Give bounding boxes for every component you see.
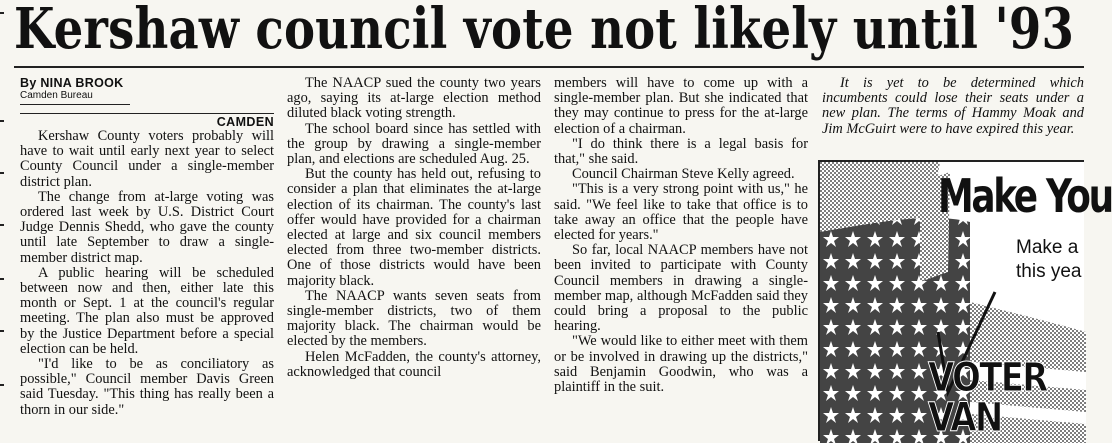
paragraph: Helen McFadden, the county's attorney, acknowledged that council xyxy=(287,348,541,380)
column-1 xyxy=(20,76,274,441)
ad-subtitle: Make a this yea xyxy=(1016,237,1082,282)
paragraph: Council Chairman Steve Kelly agreed. xyxy=(572,166,795,183)
voter-van-logo: VOTER VAN xyxy=(928,355,1047,441)
paragraph: members will have to come up with a single-member plan. But she indicated that they may continue to press for the at-large election of a chairman. xyxy=(554,75,808,137)
voter-ad xyxy=(818,160,1112,441)
headline-rule xyxy=(14,66,1084,68)
headline: Kershaw council vote not likely until '93 xyxy=(14,0,1075,62)
paragraph: Kershaw County voters probably will have to wait until early next year to select County Council under a single-member district plan. xyxy=(20,128,274,190)
paragraph: The NAACP sued the county two years ago, saying its at-large election method diluted black voting strength. xyxy=(287,75,541,122)
byline: By NINA BROOK xyxy=(20,76,124,90)
paragraph: The school board since has settled with the group by drawing a single-member plan, and elections are scheduled Aug. 25. xyxy=(287,120,541,168)
column-2 xyxy=(287,76,541,441)
paragraph: But the county has held out, refusing to consider a plan that eliminates the at-large election of its chairman. The county's last offer would have provided for a chairman elected at large and six council members elected from three two-member districts. One of those districts would have been majority black. xyxy=(287,166,541,289)
paragraph: It is yet to be determined which incumbents could lose their seats under a new plan. The terms of Hammy Moak and Jim McGuirt were to have expired this year. xyxy=(822,75,1084,137)
bureau: Camden Bureau xyxy=(20,90,130,105)
paragraph: The NAACP wants seven seats from single-member districts, two of them majority black. The chairman would be elected by the members. xyxy=(287,287,541,350)
paragraph: "I'd like to be as conciliatory as possible," Council member Davis Green said Tuesday. "This thing has really been a thorn in our side." xyxy=(20,356,274,418)
paragraph: "This is a very strong point with us," he said. "We feel like to take that office is to take away an office that the people have elected for years." xyxy=(554,181,808,244)
column-3 xyxy=(554,76,808,441)
dateline: CAMDEN xyxy=(20,113,274,129)
paragraph: "I do think there is a legal basis for that," she said. xyxy=(554,135,808,168)
left-edge-marks xyxy=(0,0,6,441)
paragraph: A public hearing will be scheduled between now and then, either late this month or Sept. 1 at the council's regular meeting. The plan also must be approved by the Justice Department before a special election can be held. xyxy=(20,264,274,357)
paragraph: The change from at-large voting was ordered last week by U.S. District Court Judge Dennis Shedd, who gave the county until late September to draw a single-member district map. xyxy=(20,188,274,266)
ad-title: Make You xyxy=(938,169,1112,223)
paragraph: "We would like to either meet with them or be involved in drawing up the districts," said Benjamin Goodwin, who was a plaintiff in the suit. xyxy=(554,333,808,396)
paragraph: So far, local NAACP members have not been invited to participate with County Council members in drawing a single-member map, although McFadden said they could bring a proposal to the public hearing. xyxy=(554,242,808,335)
